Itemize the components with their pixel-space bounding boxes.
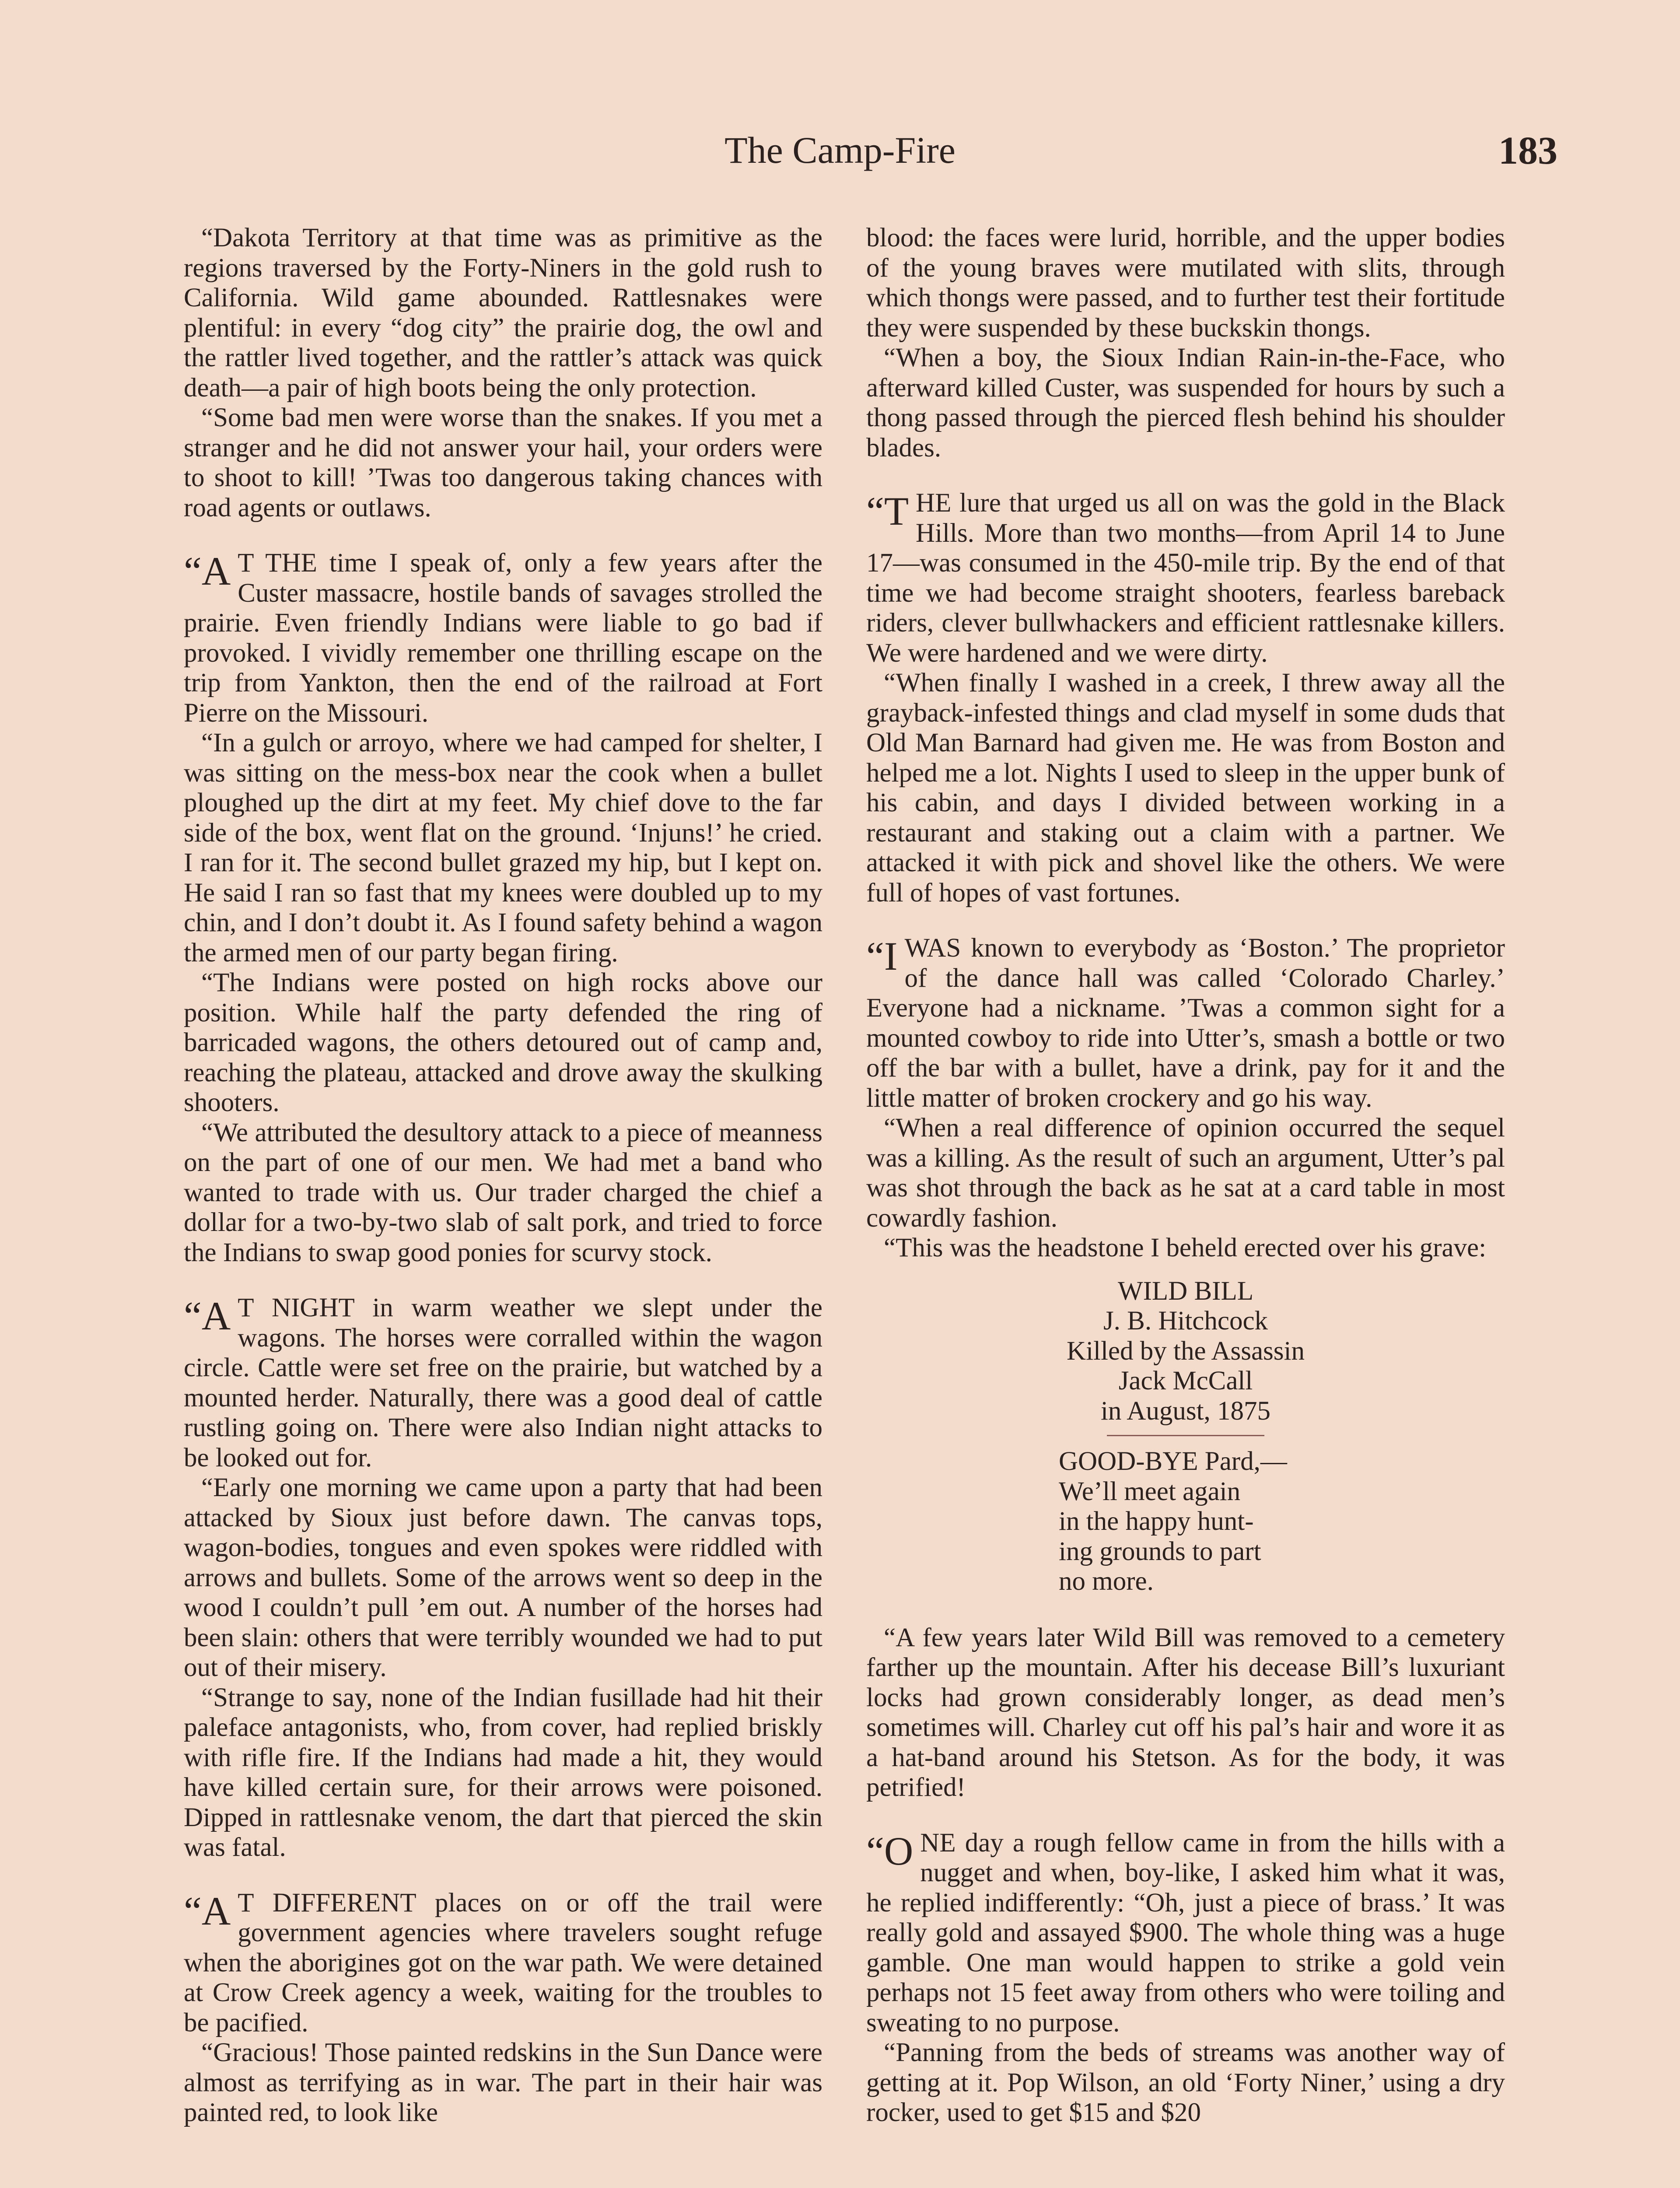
drop-cap: “T <box>866 489 909 533</box>
section-custer <box>184 548 822 1268</box>
paragraph: “Panning from the beds of streams was another way of getting at it. Pop Wilson, an old ‘Forty Niner,’ using a dry rocker, used to get $15 and $20 <box>866 2038 1505 2127</box>
section-nugget <box>866 1828 1505 2128</box>
paragraph: “When a boy, the Sioux Indian Rain-in-the-Face, who afterward killed Custer, was suspended for hours by such a thong passed through the pierced flesh behind his shoulder blades. <box>866 343 1505 463</box>
paragraph: “A few years later Wild Bill was removed to a cemetery farther up the mountain. After his decease Bill’s luxuriant locks had grown considerably longer, as dead men’s sometimes will. Charley cut off his pal’s hair and wore it as a hat-band around his Stetson. As for the body, it was petrified! <box>866 1623 1505 1802</box>
continued-paragraph: blood: the faces were lurid, horrible, and the upper bodies of the young braves were mutilated with slits, through which thongs were passed, and to further test their fortitude they were suspended by these buckskin thongs. <box>866 223 1505 343</box>
drop-cap: “I <box>866 934 898 978</box>
headstone-line: in August, 1875 <box>1100 1396 1271 1426</box>
headstone-line: Killed by the Assassin <box>1067 1336 1305 1366</box>
lead-paragraph: “T HE lure that urged us all on was the gold in the Black Hills. More than two months—from April 14 to June 17—was consumed in the 450-mile trip. By the end of that time we had become straight shooters, fearless bareback riders, clever bullwhackers and efficient rattlesnake killers. We were hardened and we were dirty. <box>866 488 1505 668</box>
drop-cap: “O <box>866 1828 914 1873</box>
drop-cap: “A <box>184 1888 231 1933</box>
lead-paragraph: “A T NIGHT in warm weather we slept under the wagons. The horses were corralled within the wagon circle. Cattle were set free on the prairie, but watched by a mounted herder. Naturally, there was a good deal of cattle rustling going on. There were also Indian night attacks to be looked out for. <box>184 1293 822 1473</box>
lead-paragraph: “O NE day a rough fellow came in from the hills with a nugget and when, boy-like, I asked him what it was, he replied indifferently: “Oh, just a piece of brass.’ It was really gold and assayed $900. The whole thing was a huge gamble. One man would happen to strike a gold vein perhaps not 15 feet away from others who were toiling and sweating to no purpose. <box>866 1828 1505 2037</box>
paragraph: “Early one morning we came upon a party that had been attacked by Sioux just before dawn. The canvas tops, wagon-bodies, tongues and even spokes were riddled with arrows and bullets. Some of the arrows went so deep in the wood I couldn’t pull ’em out. A number of the horses had been slain: others that were terribly wounded we had to put out of their misery. <box>184 1473 822 1682</box>
paragraph: “Dakota Territory at that time was as primitive as the regions traversed by the Forty-Niners in the gold rush to California. Wild game abounded. Rattlesnakes were plentiful: in every “dog city” the prairie dog, the owl and the rattler lived together, and the rattler’s attack was quick death—a pair of high boots being the only protection. <box>184 223 822 403</box>
section-night <box>184 1293 822 1863</box>
paragraph: “Gracious! Those painted redskins in the Sun Dance were almost as terrifying as in war. The part in their hair was painted red, to look like <box>184 2038 822 2127</box>
section-dakota <box>184 223 822 523</box>
paragraph: “Strange to say, none of the Indian fusillade had hit their paleface antagonists, who, from cover, had replied briskly with rifle fire. If the Indians had made a hit, they would have killed certain sure, for their arrows were poisoned. Dipped in rattlesnake venom, the dart that pierced the skin was fatal. <box>184 1683 822 1862</box>
paragraph: “The Indians were posted on high rocks above our position. While half the party defended the ring of barricaded wagons, the others detoured out of camp and, reaching the plateau, attacked and drove away the skulking shooters. <box>184 968 822 1117</box>
epitaph-line: We’ll meet again <box>1059 1476 1241 1506</box>
right-column <box>866 223 1505 2188</box>
divider <box>1107 1435 1264 1436</box>
headstone-inscription <box>866 1276 1505 1437</box>
section-sun-dance <box>866 223 1505 463</box>
epitaph-line: in the happy hunt- <box>1059 1507 1254 1536</box>
paragraph: “In a gulch or arroyo, where we had camped for shelter, I was sitting on the mess-box near the cook when a bullet ploughed up the dirt at my feet. My chief dove to the far side of the box, went flat on the ground. ‘Injuns!’ he cried. I ran for it. The second bullet grazed my hip, but I kept on. He said I ran so fast that my knees were doubled up to my chin, and I don’t doubt it. As I found safety behind a wagon the armed men of our party began firing. <box>184 728 822 968</box>
paragraph: “We attributed the desultory attack to a piece of meanness on the part of one of our men. We had met a band who wanted to trade with us. Our trader charged the chief a dollar for a two-by-two slab of salt pork, and tried to force the Indians to swap good ponies for scurvy stock. <box>184 1118 822 1267</box>
lead-paragraph: “A T DIFFERENT places on or off the trail were government agencies where travelers sought refuge when the aborigines got on the war path. We were detained at Crow Creek agency a week, waiting for the troubles to be pacified. <box>184 1888 822 2037</box>
headstone-line: Jack McCall <box>1118 1366 1253 1396</box>
section-black-hills <box>866 488 1505 908</box>
epitaph-line: no more. <box>1059 1567 1154 1596</box>
page-number: 183 <box>1498 129 1558 172</box>
headstone-line: J. B. Hitchcock <box>1103 1306 1268 1336</box>
farewell-epitaph <box>1059 1447 1505 1597</box>
drop-cap: “A <box>184 1294 231 1338</box>
lead-paragraph: “A T THE time I speak of, only a few years after the Custer massacre, hostile bands of savages strolled the prairie. Even friendly Indians were liable to go bad if provoked. I vividly remember one thrilling escape on the trip from Yankton, then the end of the railroad at Fort Pierre on the Missouri. <box>184 548 822 728</box>
paragraph: “When a real difference of opinion occurred the sequel was a killing. As the result of such an argument, Utter’s pal was shot through the back as he sat at a card table in most cowardly fashion. <box>866 1113 1505 1233</box>
left-column <box>184 223 822 2188</box>
paragraph: “This was the headstone I beheld erected over his grave: <box>884 1233 1487 1262</box>
section-agencies <box>184 1888 822 2128</box>
section-wild-bill-removed <box>866 1623 1505 1803</box>
paragraph: “Some bad men were worse than the snakes. If you met a stranger and he did not answer your hail, your orders were to shoot to kill! ’Twas too dangerous taking chances with road agents or outlaws. <box>184 403 822 522</box>
epitaph-line: GOOD-BYE Pard,— <box>1059 1447 1287 1476</box>
drop-cap: “A <box>184 549 231 593</box>
section-boston <box>866 933 1505 1263</box>
running-head: The Camp-Fire <box>724 129 956 171</box>
epitaph-line: ing grounds to part <box>1059 1536 1261 1566</box>
headstone-line: WILD BILL <box>1118 1276 1253 1306</box>
paragraph: “When finally I washed in a creek, I threw away all the grayback-infested things and clad myself in some duds that Old Man Barnard had given me. He was from Boston and helped me a lot. Nights I used to sleep in the upper bunk of his cabin, and days I divided between working in a restaurant and staking out a claim with a partner. We attacked it with pick and shovel like the others. We were full of hopes of vast fortunes. <box>866 668 1505 908</box>
lead-paragraph: “I WAS known to everybody as ‘Boston.’ The proprietor of the dance hall was called ‘Colorado Charley.’ Everyone had a nickname. ’Twas a common sight for a mounted cowboy to ride into Utter’s, smash a bottle or two off the bar with a bullet, have a drink, pay for it and the little matter of broken crockery and go his way. <box>866 933 1505 1113</box>
